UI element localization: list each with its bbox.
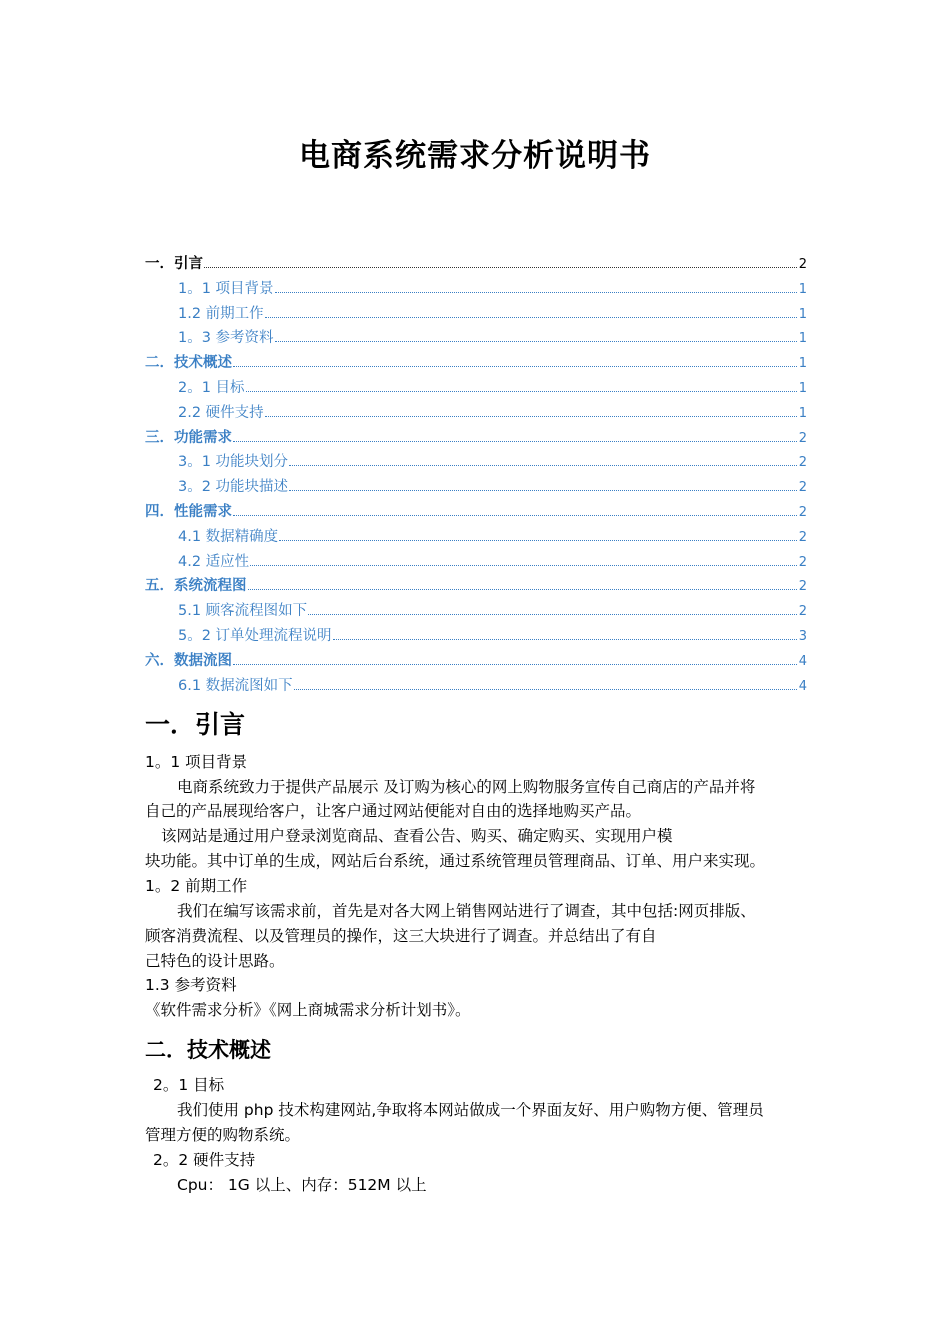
toc-entry-label: 5。2 订单处理流程说明 xyxy=(178,627,332,644)
toc-page-number: 1 xyxy=(798,380,807,396)
toc-page-number: 2 xyxy=(798,430,807,446)
toc-dot-leader xyxy=(248,588,797,590)
toc-entry[interactable] xyxy=(145,351,807,376)
toc-entry-label: 3。2 功能块描述 xyxy=(178,479,289,496)
toc-entry[interactable] xyxy=(145,674,807,699)
toc-dot-leader xyxy=(233,440,797,442)
toc-dot-leader xyxy=(233,365,797,367)
paragraph-line: 管理方便的购物系统。 xyxy=(145,1126,301,1144)
paragraph-line: 顾客消费流程、以及管理员的操作，这三大块进行了调查。并总结出了有自 xyxy=(145,927,657,945)
toc-entry-label: 二．技术概述 xyxy=(145,355,232,372)
toc-dot-leader xyxy=(279,539,797,541)
toc-entry-label: 2。1 目标 xyxy=(178,379,245,396)
toc-entry-label: 2.2 硬件支持 xyxy=(178,404,264,421)
paragraph-line: 《软件需求分析》《网上商城需求分析计划书》。 xyxy=(145,1001,471,1019)
toc-dot-leader xyxy=(204,266,797,268)
toc-entry-label: 四．性能需求 xyxy=(145,503,232,520)
toc-entry[interactable] xyxy=(145,599,807,624)
toc-entry[interactable] xyxy=(145,475,807,500)
subheading-project-background: 1。1 项目背景 xyxy=(145,753,248,771)
toc-entry[interactable] xyxy=(145,550,807,575)
toc-entry-label: 1.2 前期工作 xyxy=(178,305,264,322)
toc-entry[interactable] xyxy=(145,500,807,525)
toc-entry-label: 4.1 数据精确度 xyxy=(178,528,279,545)
toc-page-number: 1 xyxy=(798,331,807,347)
toc-dot-leader xyxy=(246,390,797,392)
toc-entry[interactable] xyxy=(145,376,807,401)
paragraph-line: 该网站是通过用户登录浏览商品、查看公告、购买、确定购买、实现用户模 xyxy=(161,827,673,845)
toc-entry[interactable] xyxy=(145,525,807,550)
toc-dot-leader xyxy=(275,291,797,293)
subheading-hardware: 2。2 硬件支持 xyxy=(153,1151,256,1169)
toc-entry[interactable] xyxy=(145,624,807,649)
toc-page-number: 2 xyxy=(798,257,807,272)
toc-entry-label: 三．功能需求 xyxy=(145,429,232,446)
paragraph-line: 电商系统致力于提供产品展示 及订购为核心的网上购物服务宣传自己商店的产品并将 xyxy=(177,778,756,796)
toc-entry[interactable] xyxy=(145,252,807,277)
toc-page-number: 1 xyxy=(798,281,807,297)
toc-entry[interactable] xyxy=(145,574,807,599)
paragraph-line: 块功能。其中订单的生成，网站后台系统，通过系统管理员管理商品、订单、用户来实现。 xyxy=(145,852,766,870)
toc-entry[interactable] xyxy=(145,649,807,674)
toc-entry-label: 5.1 顾客流程图如下 xyxy=(178,603,308,620)
toc-page-number: 2 xyxy=(798,455,807,471)
toc-entry[interactable] xyxy=(145,277,807,302)
toc-dot-leader xyxy=(265,415,797,417)
subheading-references: 1.3 参考资料 xyxy=(145,976,237,994)
paragraph-line: Cpu： 1G 以上、内存：512M 以上 xyxy=(177,1176,427,1194)
toc-dot-leader xyxy=(275,340,797,342)
toc-page-number: 1 xyxy=(798,356,807,372)
toc-dot-leader xyxy=(233,663,797,665)
toc-entry[interactable] xyxy=(145,401,807,426)
toc-page-number: 2 xyxy=(798,554,807,570)
toc-entry-label: 4.2 适应性 xyxy=(178,553,250,570)
toc-entry-label: 1。3 参考资料 xyxy=(178,330,274,347)
toc-dot-leader xyxy=(289,464,797,466)
toc-dot-leader xyxy=(250,564,797,566)
toc-dot-leader xyxy=(289,489,797,491)
toc-dot-leader xyxy=(233,514,797,516)
toc-entry-label: 五．系统流程图 xyxy=(145,578,247,595)
paragraph-line: 己特色的设计思路。 xyxy=(145,952,285,970)
paragraph-line: 自己的产品展现给客户，让客户通过网站便能对自由的选择地购买产品。 xyxy=(145,802,642,820)
toc-entry-label: 一．引言 xyxy=(145,256,203,272)
toc-dot-leader xyxy=(265,316,797,318)
toc-entry[interactable] xyxy=(145,426,807,451)
toc-page-number: 2 xyxy=(798,604,807,620)
toc-page-number: 1 xyxy=(798,306,807,322)
toc-entry[interactable] xyxy=(145,326,807,351)
toc-entry-label: 1。1 项目背景 xyxy=(178,280,274,297)
section-heading-tech-overview: 二．技术概述 xyxy=(145,1038,271,1062)
toc-page-number: 4 xyxy=(798,653,807,669)
paragraph-line: 我们使用 php 技术构建网站,争取将本网站做成一个界面友好、用户购物方便、管理员 xyxy=(177,1101,764,1119)
toc-page-number: 2 xyxy=(798,529,807,545)
toc-page-number: 2 xyxy=(798,579,807,595)
toc-entry-label: 6.1 数据流图如下 xyxy=(178,677,293,694)
toc-entry[interactable] xyxy=(145,302,807,327)
toc-page-number: 3 xyxy=(798,628,807,644)
toc-entry[interactable] xyxy=(145,450,807,475)
toc-page-number: 4 xyxy=(798,678,807,694)
toc-dot-leader xyxy=(333,638,797,640)
paragraph-line: 我们在编写该需求前，首先是对各大网上销售网站进行了调查，其中包括:网页排版、 xyxy=(177,902,756,920)
subheading-goals: 2。1 目标 xyxy=(153,1076,225,1094)
table-of-contents xyxy=(145,252,807,698)
toc-dot-leader xyxy=(308,613,797,615)
toc-page-number: 2 xyxy=(798,504,807,520)
toc-entry-label: 六．数据流图 xyxy=(145,652,232,669)
toc-page-number: 1 xyxy=(798,405,807,421)
toc-page-number: 2 xyxy=(798,480,807,496)
toc-dot-leader xyxy=(294,688,797,690)
document-title: 电商系统需求分析说明书 xyxy=(299,138,651,174)
toc-entry-label: 3。1 功能块划分 xyxy=(178,454,289,471)
section-heading-intro: 一．引言 xyxy=(145,710,246,739)
subheading-prior-work: 1。2 前期工作 xyxy=(145,877,248,895)
